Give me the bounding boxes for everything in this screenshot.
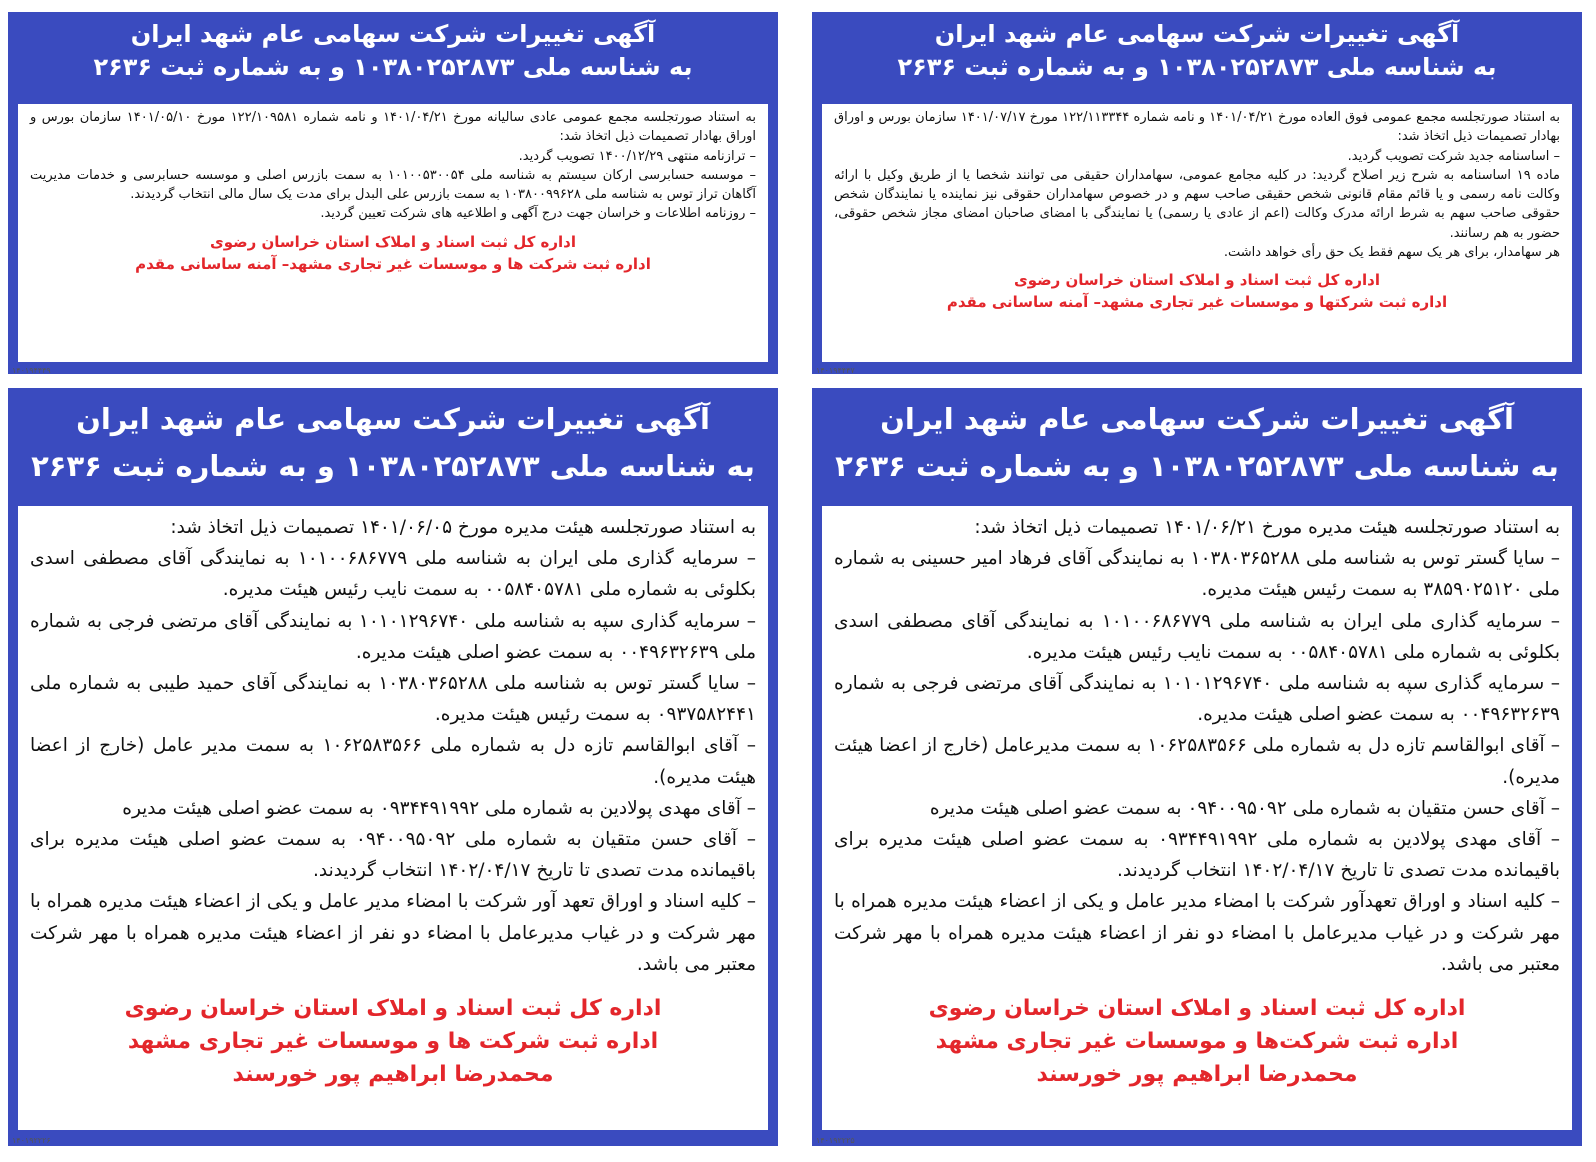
body-paragraph: به استناد صورتجلسه مجمع عمومی عادی سالیانه مورخ ۱۴۰۱/۰۴/۲۱ و نامه شماره ۱۲۲/۱۰۹۵۸۱ مورخ ۱۴۰۱/۰۵/۱۰ سازمان بورس و اوراق بهادار تصمیمات ذیل اتخاذ شد: — [30, 110, 756, 145]
notice-bottom-left — [8, 388, 778, 1146]
body-paragraph: – آقای حسن متقیان به شماره ملی ۰۹۴۰۰۹۵۰۹۲ به سمت عضو اصلی هیئت مدیره برای باقیمانده مدت تصدی تا تاریخ ۱۴۰۲/۰۴/۱۷ انتخاب گردیدند. — [30, 829, 756, 882]
body-paragraph: هر سهامدار، برای هر یک سهم فقط یک حق رأی خواهد داشت. — [1223, 245, 1560, 261]
body-paragraph: به استناد صورتجلسه هیئت مدیره مورخ ۱۴۰۱/۰۶/۲۱ تصمیمات ذیل اتخاذ شد: — [974, 517, 1560, 538]
notice-title: آگهی تغییرات شرکت سهامی عام شهد ایران — [130, 20, 656, 48]
notice-header — [8, 388, 778, 490]
notice-code: ۱۴۰۱۹۴۴۴۷ — [816, 366, 855, 375]
signature-line: اداره ثبت شرکت ها و موسسات غیر تجاری مشهد — [127, 1029, 659, 1055]
signature-line: اداره ثبت شرکتها و موسسات غیر تجاری مشهد– آمنه ساسانی مقدم — [946, 293, 1448, 312]
signature-line: محمدرضا ابراهیم پور خورسند — [232, 1062, 554, 1088]
body-paragraph: – آقای مهدی پولادین به شماره ملی ۰۹۳۴۴۹۱۹۹۲ به سمت عضو اصلی هیئت مدیره — [122, 797, 756, 819]
body-paragraph: – کلیه اسناد و اوراق تعهدآور شرکت با امضاء مدیر عامل و یکی از اعضاء هیئت مدیره همراه با مهر شرکت و در غیاب مدیرعامل با امضاء دو نفر از اعضاء هیئت مدیره همراه با مهر شرکت معتبر می باشد. — [834, 891, 1560, 975]
signature-line: اداره کل ثبت اسناد و املاک استان خراسان رضوی — [928, 996, 1466, 1022]
notice-code: ۱۴۰۱۹۲۲۲۵ — [816, 1136, 855, 1145]
notice-signature — [30, 992, 756, 1091]
body-paragraph: ماده ۱۹ اساسنامه به شرح زیر اصلاح گردید: در کلیه مجامع عمومی، سهامداران حقیقی می توانند شخصا یا از طریق وکیل با ارائه وکالت نامه رسمی و یا قائم مقام قانونی شخص حقیقی صاحب سهم و در خصوص سهامداران حقوقی نیز نماینده یا نمایندگان شخص حقوقی صاحب سهم به شرط ارائه مدرک وکالت (اعم از عادی یا رسمی) یا نمایندگی با امضای صاحبان امضای مجاز شخص حقوقی، حضور به هم رسانند. — [834, 167, 1560, 241]
notice-header — [812, 12, 1582, 84]
notice-code: ۱۴۰۱۹۲۲۲۶ — [12, 1136, 51, 1145]
notice-subtitle: به شناسه ملی ۱۰۳۸۰۲۵۲۸۷۳ و به شماره ثبت ۲۶۳۶ — [31, 449, 755, 483]
body-paragraph: – آقای حسن متقیان به شماره ملی ۰۹۴۰۰۹۵۰۹۲ به سمت عضو اصلی هیئت مدیره — [929, 797, 1560, 819]
notice-header — [812, 388, 1582, 490]
notice-title: آگهی تغییرات شرکت سهامی عام شهد ایران — [880, 402, 1514, 436]
notice-body — [822, 506, 1572, 1130]
notice-signature — [834, 269, 1560, 313]
signature-line: اداره کل ثبت اسناد و املاک استان خراسان رضوی — [209, 232, 577, 251]
body-paragraph: – موسسه حسابرسی ارکان سیستم به شناسه ملی ۱۰۱۰۰۵۳۰۰۵۴ به سمت بازرس اصلی و موسسه حسابرسی و خدمات مدیریت آگاهان تراز توس به شناسه ملی ۱۰۳۸۰۰۹۹۶۲۸ به سمت بازرس علی البدل برای مدت یک سال مالی انتخاب گردیدند. — [30, 167, 756, 203]
body-paragraph: به استناد صورتجلسه مجمع عمومی فوق العاده مورخ ۱۴۰۱/۰۴/۲۱ و نامه شماره ۱۲۲/۱۱۳۳۴۴ مورخ ۱۴۰۱/۰۷/۱۷ سازمان بورس و اوراق بهادار تصمیمات ذیل اتخاذ شد: — [834, 110, 1560, 145]
notice-title: آگهی تغییرات شرکت سهامی عام شهد ایران — [76, 402, 710, 436]
body-paragraph: – ترازنامه منتهی ۱۴۰۰/۱۲/۲۹ تصویب گردید. — [518, 148, 756, 164]
body-paragraph: – سرمایه گذاری سپه به شناسه ملی ۱۰۱۰۱۲۹۶۷۴۰ به نمایندگی آقای مرتضی فرجی به شماره ملی ۰۰۴۹۶۳۲۶۳۹ به سمت عضو اصلی هیئت مدیره. — [30, 610, 756, 663]
notice-subtitle: به شناسه ملی ۱۰۳۸۰۲۵۲۸۷۳ و به شماره ثبت ۲۶۳۶ — [897, 53, 1497, 81]
notice-header — [8, 12, 778, 84]
body-paragraph: – سرمایه گذاری ملی ایران به شناسه ملی ۱۰۱۰۰۶۸۶۷۷۹ به نمایندگی آقای مصطفی اسدی بکلوئی به شماره ملی ۰۰۵۸۴۰۵۷۸۱ به سمت نایب رئیس هیئت مدیره. — [30, 548, 756, 601]
notice-code: ۱۴۰۱۹۴۴۴۹ — [12, 366, 51, 375]
body-paragraph: – آقای مهدی پولادین به شماره ملی ۰۹۳۴۴۹۱۹۹۲ به سمت عضو اصلی هیئت مدیره برای باقیمانده مدت تصدی تا تاریخ ۱۴۰۲/۰۴/۱۷ انتخاب گردیدند. — [834, 829, 1560, 882]
body-paragraph: – اساسنامه جدید شرکت تصویب گردید. — [1347, 148, 1560, 164]
notice-top-right — [812, 12, 1582, 374]
body-paragraph: – کلیه اسناد و اوراق تعهد آور شرکت با امضاء مدیر عامل و یکی از اعضاء هیئت مدیره همراه با مهر شرکت و در غیاب مدیرعامل با امضاء دو نفر از اعضاء هیئت مدیره همراه با مهر شرکت معتبر می باشد. — [30, 891, 756, 975]
notice-signature — [834, 992, 1560, 1091]
notice-body — [18, 104, 768, 362]
notice-body — [822, 104, 1572, 362]
notice-subtitle: به شناسه ملی ۱۰۳۸۰۲۵۲۸۷۳ و به شماره ثبت ۲۶۳۶ — [93, 53, 693, 81]
notice-title: آگهی تغییرات شرکت سهامی عام شهد ایران — [934, 20, 1460, 48]
notice-bottom-right — [812, 388, 1582, 1146]
body-paragraph: – سایا گستر توس به شناسه ملی ۱۰۳۸۰۳۶۵۲۸۸ به نمایندگی آقای حمید طیبی به شماره ملی ۰۹۳۷۵۸۲۴۴۱ به سمت رئیس هیئت مدیره. — [30, 673, 756, 726]
body-paragraph: – آقای ابوالقاسم تازه دل به شماره ملی ۱۰۶۲۵۸۳۵۶۶ به سمت مدیر عامل (خارج از اعضا هیئت مدیره). — [30, 735, 756, 788]
body-paragraph: – سایا گستر توس به شناسه ملی ۱۰۳۸۰۳۶۵۲۸۸ به نمایندگی آقای فرهاد امیر حسینی به شماره ملی ۳۸۵۹۰۲۵۱۲۰ به سمت رئیس هیئت مدیره. — [834, 548, 1561, 601]
body-paragraph: – آقای ابوالقاسم تازه دل به شماره ملی ۱۰۶۲۵۸۳۵۶۶ به سمت مدیرعامل (خارج از اعضا هیئت مدیره). — [834, 735, 1560, 788]
body-paragraph: – روزنامه اطلاعات و خراسان جهت درج آگهی و اطلاعیه های شرکت تعیین گردید. — [320, 206, 756, 222]
notice-subtitle: به شناسه ملی ۱۰۳۸۰۲۵۲۸۷۳ و به شماره ثبت ۲۶۳۶ — [835, 449, 1559, 483]
notice-top-left — [8, 12, 778, 374]
notice-signature — [30, 231, 756, 275]
body-paragraph: به استناد صورتجلسه هیئت مدیره مورخ ۱۴۰۱/۰۶/۰۵ تصمیمات ذیل اتخاذ شد: — [170, 517, 756, 538]
signature-line: محمدرضا ابراهیم پور خورسند — [1036, 1062, 1358, 1088]
notice-body — [18, 506, 768, 1130]
signature-line: اداره ثبت شرکت‌ها و موسسات غیر تجاری مشهد — [935, 1029, 1459, 1055]
body-paragraph: – سرمایه گذاری سپه به شناسه ملی ۱۰۱۰۱۲۹۶۷۴۰ به نمایندگی آقای مرتضی فرجی به شماره ۰۰۴۹۶۳۲۶۳۹ به سمت عضو اصلی هیئت مدیره. — [834, 673, 1560, 726]
body-paragraph: – سرمایه گذاری ملی ایران به شناسه ملی ۱۰۱۰۰۶۸۶۷۷۹ به نمایندگی آقای مصطفی اسدی بکلوئی به شماره ملی ۰۰۵۸۴۰۵۷۸۱ به سمت نایب رئیس هیئت مدیره. — [834, 610, 1560, 663]
signature-line: اداره ثبت شرکت ها و موسسات غیر تجاری مشهد– آمنه ساسانی مقدم — [135, 254, 651, 273]
signature-line: اداره کل ثبت اسناد و املاک استان خراسان رضوی — [1013, 271, 1381, 290]
signature-line: اداره کل ثبت اسناد و املاک استان خراسان رضوی — [124, 996, 662, 1022]
